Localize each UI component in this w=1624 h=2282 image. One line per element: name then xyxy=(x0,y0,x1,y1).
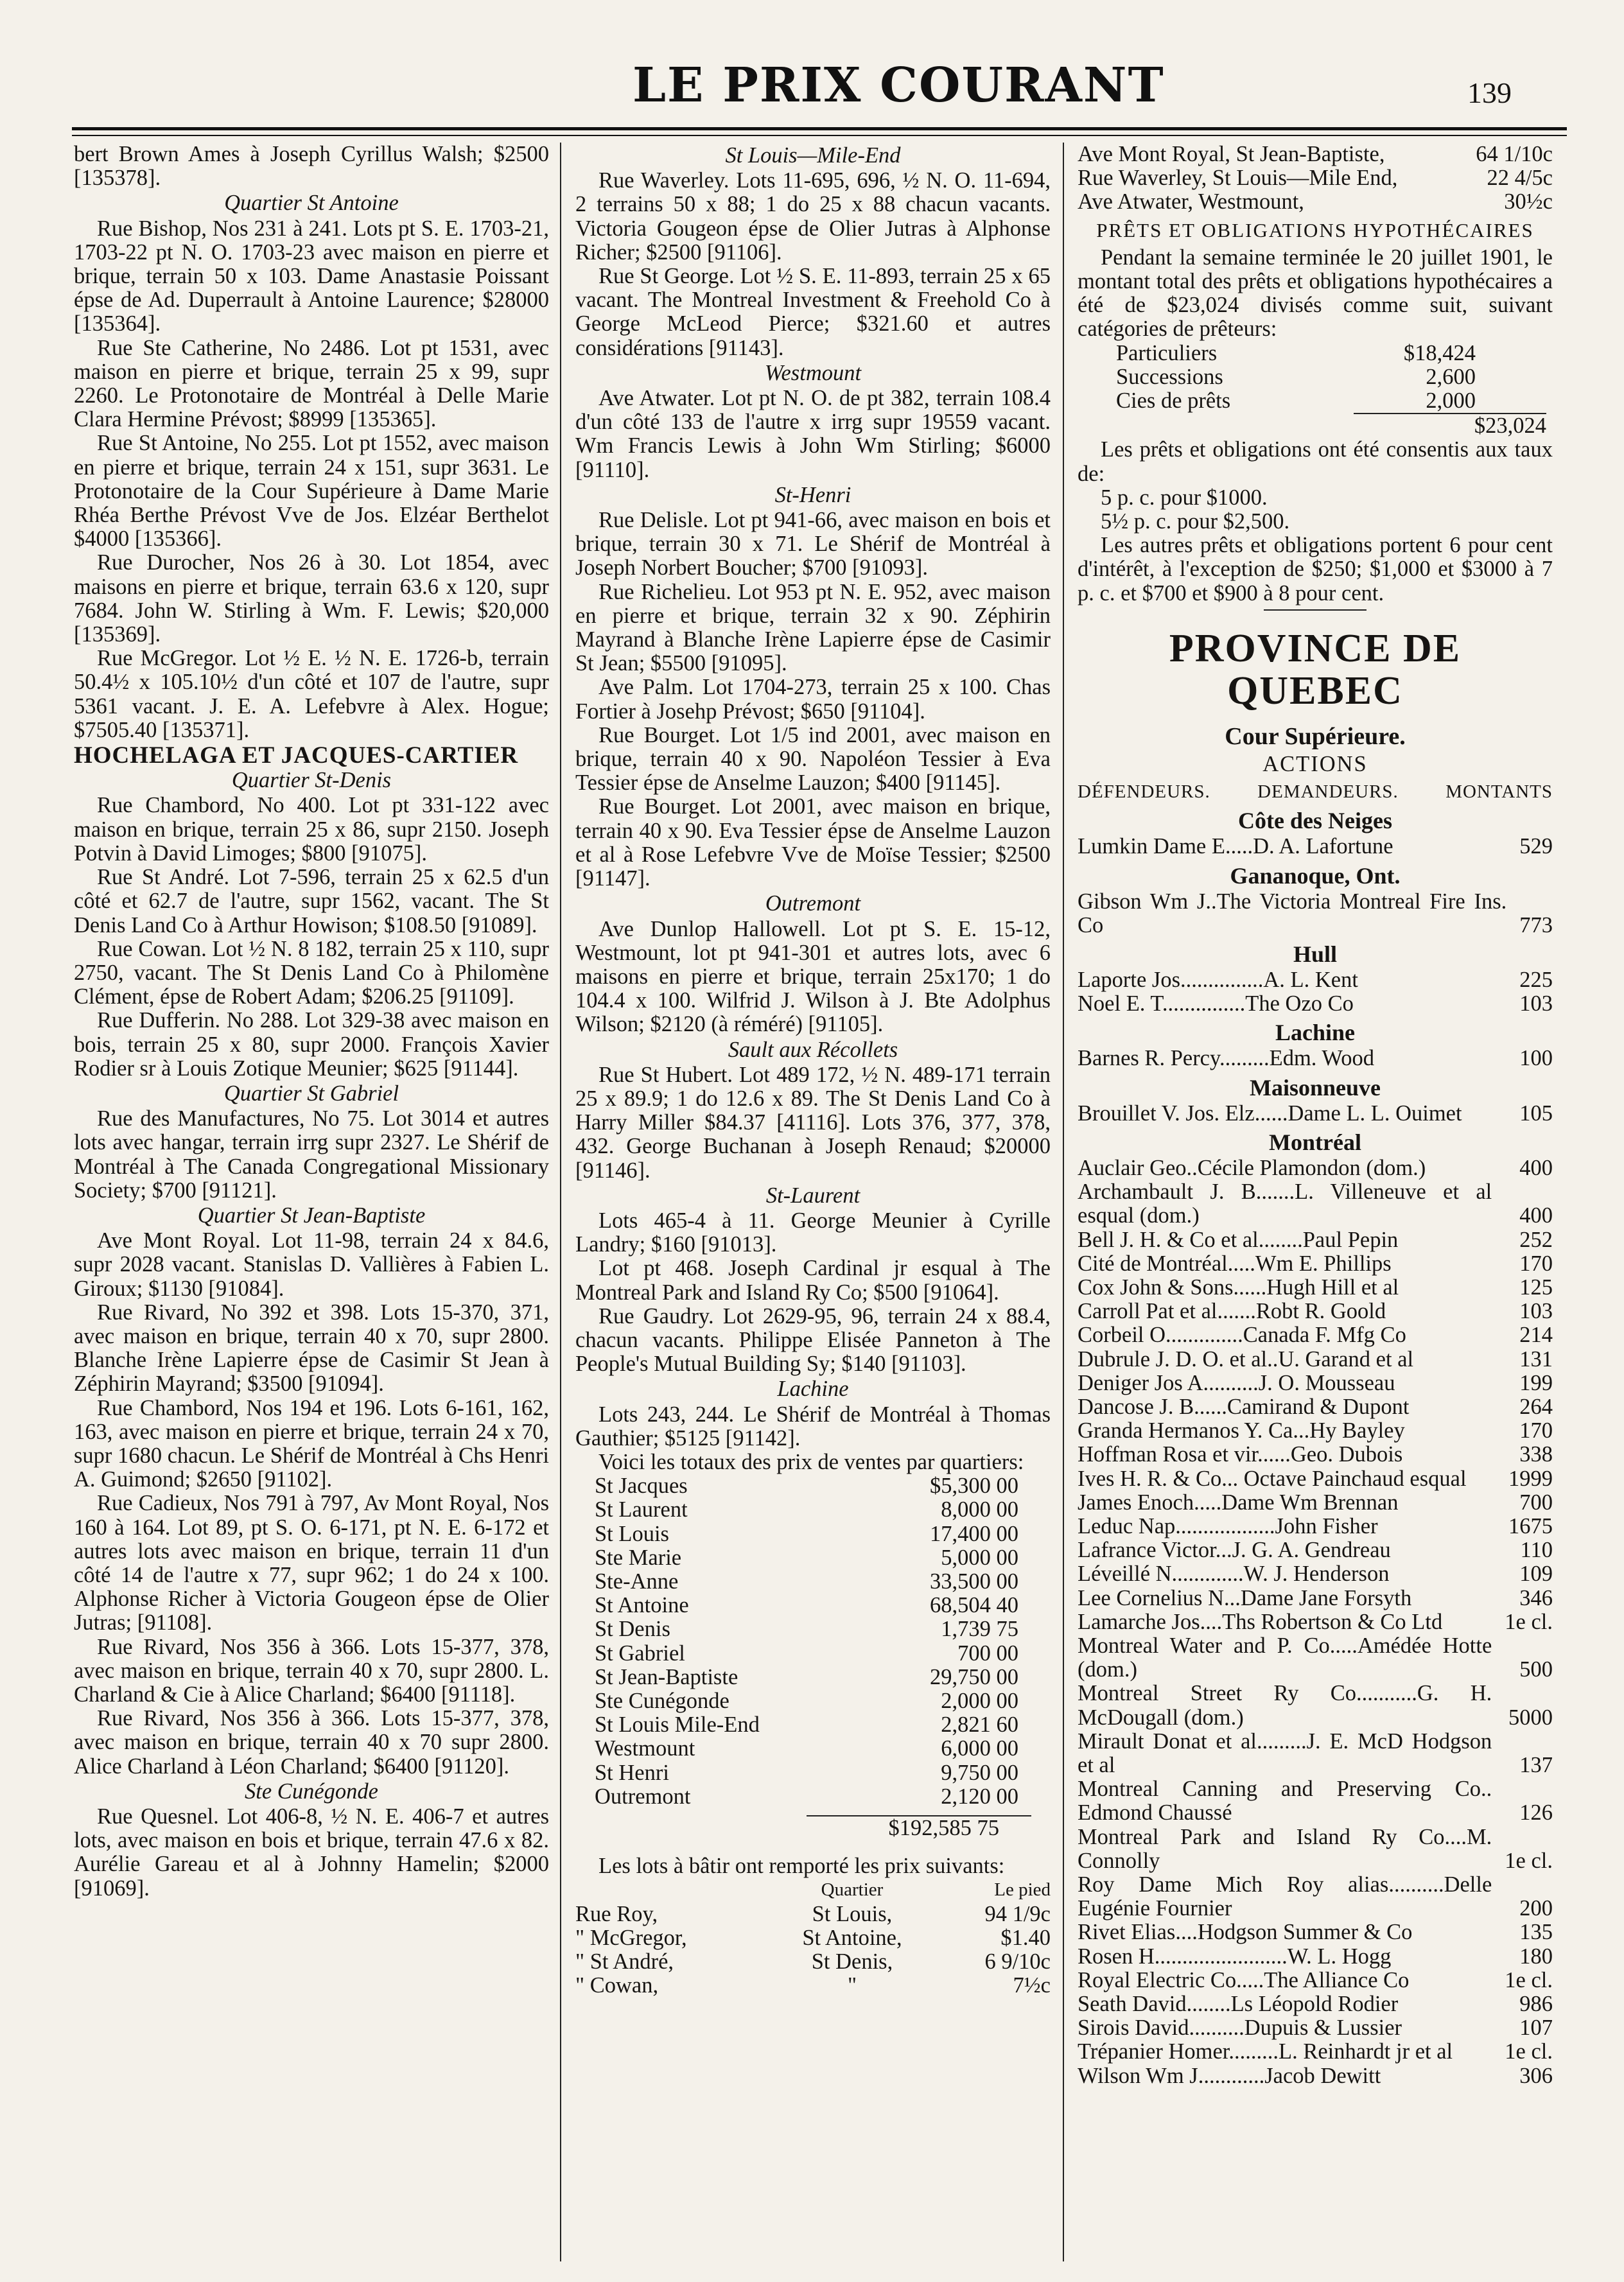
totals-row xyxy=(595,1570,1018,1594)
header-rule xyxy=(72,127,1567,130)
action-parties: Carroll Pat et al.......Robt R. Goold xyxy=(1078,1299,1386,1324)
action-amount: 500 xyxy=(1519,1657,1553,1682)
masthead-logo: LE PRIX COURANT xyxy=(633,58,1165,113)
action-parties: Hoffman Rosa et vir......Geo. Dubois xyxy=(1078,1442,1403,1467)
totals-row xyxy=(595,1761,1018,1785)
action-row xyxy=(1078,1047,1553,1070)
quarter-name: St Louis xyxy=(595,1522,669,1546)
section-heading: St Louis—Mile-End xyxy=(725,143,901,168)
section-heading: St-Laurent xyxy=(765,1183,860,1208)
lender-category: Particuliers xyxy=(1116,341,1218,365)
city-heading: Hull xyxy=(1293,941,1338,968)
action-parties: Brouillet V. Jos. Elz......Dame L. L. Ouimet xyxy=(1078,1101,1462,1126)
price-row-value: 64 1/10c xyxy=(1476,143,1553,166)
loans-total: $23,024 xyxy=(1354,413,1546,438)
actions-table xyxy=(1078,1102,1553,1126)
action-amount: 1e cl. xyxy=(1505,1967,1553,1992)
quarter-total: 8,000 00 xyxy=(941,1497,1018,1522)
section-heading: St-Henri xyxy=(774,482,851,507)
actions-table xyxy=(1078,890,1553,937)
action-parties: Archambault J. B.......L. Villeneuve et al esqual (dom.) xyxy=(1078,1180,1492,1228)
court-heading: Cour Supérieure. xyxy=(1225,722,1406,750)
action-amount: 109 xyxy=(1519,1562,1553,1587)
action-parties: Montreal Park and Island Ry Co....M. Connolly xyxy=(1078,1824,1492,1873)
lot-quartier: St Denis, xyxy=(811,1949,893,1974)
actions-table xyxy=(1078,1047,1553,1070)
totals-row xyxy=(595,1594,1018,1617)
quarter-name: St Louis Mile-End xyxy=(595,1713,760,1738)
action-parties: Deniger Jos A..........J. O. Mousseau xyxy=(1078,1370,1395,1395)
action-row xyxy=(1078,1873,1553,1921)
quarter-name: Ste Cunégonde xyxy=(595,1689,729,1713)
article-paragraph: Rue Quesnel. Lot 406-8, ½ N. E. 406-7 et autres lots, avec maison en bois et brique, terrain 47.6 x 82. Aurélie Gareau et al à Johnny Hamelin; $2000 [91069]. xyxy=(74,1804,549,1901)
rate-line: 5 p. c. pour $1000. xyxy=(1101,485,1268,510)
action-amount: 338 xyxy=(1519,1442,1553,1467)
action-parties: Cox John & Sons......Hugh Hill et al xyxy=(1078,1275,1399,1300)
action-parties: Montreal Water and P. Co.....Amédée Hotte (dom.) xyxy=(1078,1633,1492,1682)
action-parties: Leduc Nap..................John Fisher xyxy=(1078,1513,1378,1538)
action-amount: 252 xyxy=(1519,1227,1553,1252)
rate-line: 5½ p. c. pour $2,500. xyxy=(1101,509,1290,534)
section-heading: Quartier St Antoine xyxy=(224,191,399,216)
totals-row xyxy=(595,1737,1018,1761)
price-row-label: Ave Atwater, Westmount, xyxy=(1078,190,1304,214)
action-row xyxy=(1078,1228,1553,1252)
city-heading: Maisonneuve xyxy=(1249,1074,1381,1101)
action-amount: 105 xyxy=(1519,1101,1553,1126)
action-row xyxy=(1078,1443,1553,1467)
district-heading: HOCHELAGA ET JACQUES-CARTIER xyxy=(74,742,519,769)
totals-row xyxy=(595,1498,1018,1522)
action-amount: 103 xyxy=(1519,1299,1553,1324)
action-row xyxy=(1078,2016,1553,2040)
article-paragraph: Rue St George. Lot ½ S. E. 11-893, terrain 25 x 65 vacant. The Montreal Investment & Freehold Co à George McLeod Pierce; $321.60 et autres considérations [91143]. xyxy=(575,264,1051,360)
action-row xyxy=(1078,835,1553,858)
lots-intro: Les lots à bâtir ont remporté les prix suivants: xyxy=(598,1854,1005,1879)
action-row xyxy=(1078,1562,1553,1586)
quarter-name: Ste Marie xyxy=(595,1546,682,1570)
quarter-name: Outremont xyxy=(595,1784,691,1809)
section-heading: Ste Cunégonde xyxy=(245,1779,378,1804)
action-parties: Lamarche Jos....Ths Robertson & Co Ltd xyxy=(1078,1609,1443,1634)
actions-table xyxy=(1078,968,1553,1016)
lot-price: 7½c xyxy=(1013,1973,1051,1998)
action-amount: 400 xyxy=(1519,1155,1553,1180)
column-1 xyxy=(74,143,549,2269)
totals-table xyxy=(595,1474,1018,1809)
action-parties: Dancose J. B......Camirand & Dupont xyxy=(1078,1394,1410,1419)
article-paragraph: Lots 465-4 à 11. George Meunier à Cyrille Landry; $160 [91013]. xyxy=(575,1208,1051,1257)
action-amount: 346 xyxy=(1519,1585,1553,1610)
quarter-total: 1,739 75 xyxy=(941,1617,1018,1642)
action-row xyxy=(1078,1634,1553,1682)
article-paragraph: Ave Mont Royal. Lot 11-98, terrain 24 x 84.6, supr 2028 vacant. Stanislas D. Vallières à Fabien L. Giroux; $1130 [91084]. xyxy=(74,1228,549,1301)
article-paragraph: Rue Rivard, Nos 356 à 366. Lots 15-377, 378, avec maison en brique, terrain 40 x 70, supr 2800. L. Charland & Cie à Alice Charland; $6400 [91118]. xyxy=(74,1634,549,1707)
quarter-total: 33,500 00 xyxy=(930,1569,1018,1594)
action-row xyxy=(1078,1323,1553,1347)
city-heading: Côte des Neiges xyxy=(1238,808,1392,834)
article-paragraph: Rue St Antoine, No 255. Lot pt 1552, avec maison en pierre et brique, terrain 24 x 151, supr 3631. Le Protonotaire de la Cour Supérieure à Dame Marie Rhéa Berthe Prévost Vve de Jos. Elzéar Berthelot $4000 [135366]. xyxy=(74,431,549,552)
actions-table xyxy=(1078,835,1553,858)
section-heading: PRÊTS ET OBLIGATIONS HYPOTHÉCAIRES xyxy=(1096,218,1534,241)
lots-row xyxy=(575,1974,1051,1998)
action-parties: Rosen H........................W. L. Hogg xyxy=(1078,1944,1392,1969)
action-row xyxy=(1078,1276,1553,1300)
article-paragraph: Rue McGregor. Lot ½ E. ½ N. E. 1726-b, terrain 50.4½ x 105.10½ d'un côté et 107 de l'autre, supr 5361 vacant. J. E. A. Lefebvre à Alex. Hogue; $7505.40 [135371]. xyxy=(74,646,549,742)
action-parties: Auclair Geo..Cécile Plamondon (dom.) xyxy=(1078,1155,1426,1180)
action-parties: Montreal Street Ry Co...........G. H. McDougall (dom.) xyxy=(1078,1681,1492,1730)
lender-amount: 2,600 xyxy=(1426,364,1476,389)
article-paragraph: Les prêts et obligations ont été consentis aux taux de: xyxy=(1078,437,1553,486)
action-row xyxy=(1078,1300,1553,1323)
article-paragraph: Rue Dufferin. No 288. Lot 329-38 avec maison en bois, terrain 25 x 80, supr 2000. François Xavier Rodier sr à Louis Zotique Meunier; $625 [91144]. xyxy=(74,1008,549,1081)
quarter-total: 2,821 60 xyxy=(941,1712,1018,1738)
action-parties: Mirault Donat et al.........J. E. McD Hodgson et al xyxy=(1078,1729,1492,1777)
price-row-label: Ave Mont Royal, St Jean-Baptiste, xyxy=(1078,143,1385,166)
action-amount: 1e cl. xyxy=(1505,1609,1553,1634)
article-paragraph: Rue Delisle. Lot pt 941-66, avec maison en bois et brique, terrain 30 x 71. Le Shérif de Montréal à Joseph Norbert Boucher; $700 [91093]. xyxy=(575,508,1051,580)
quarter-total: 2,120 00 xyxy=(941,1784,1018,1809)
action-parties: Sirois David..........Dupuis & Lussier xyxy=(1078,2016,1402,2041)
action-row xyxy=(1078,1682,1553,1729)
article-paragraph: Rue Rivard, No 392 et 398. Lots 15-370, 371, avec maison en brique, terrain 40 x 70, supr 2800. Blanche Irène Lapierre épse de Casimir St Jean à Zéphirin Mayrand; $3500 [91094]. xyxy=(74,1300,549,1397)
action-amount: 214 xyxy=(1519,1323,1553,1348)
quarter-name: St Henri xyxy=(595,1761,669,1785)
column-divider xyxy=(1063,143,1064,2261)
section-heading: Westmount xyxy=(764,360,862,385)
action-row xyxy=(1078,1825,1553,1873)
quarter-total: $5,300 00 xyxy=(930,1474,1018,1499)
quarter-total: 700 00 xyxy=(957,1641,1018,1666)
article-paragraph: Rue Cowan. Lot ½ N. 8 182, terrain 25 x 110, supr 2750, vacant. The St Denis Land Co à Philomène Clément, épse de Robert Adam; $206.25 [91109]. xyxy=(74,936,549,1009)
article-paragraph: Ave Palm. Lot 1704-273, terrain 25 x 100. Chas Fortier à Josehp Prévost; $650 [91104]. xyxy=(575,675,1051,724)
action-row xyxy=(1078,2040,1553,2064)
action-parties: Corbeil O..............Canada F. Mfg Co xyxy=(1078,1323,1406,1348)
totals-row xyxy=(595,1522,1018,1546)
lots-header-pied: Le pied xyxy=(994,1879,1051,1901)
column-divider xyxy=(560,143,561,2261)
action-parties: Wilson Wm J............Jacob Dewitt xyxy=(1078,2063,1381,2088)
section-heading: Quartier St-Denis xyxy=(231,768,392,793)
header-rule-thin xyxy=(72,135,1567,136)
column-2 xyxy=(575,143,1051,2269)
price-row xyxy=(1078,143,1553,166)
action-row xyxy=(1078,1180,1553,1228)
action-row xyxy=(1078,1102,1553,1126)
quarter-total: 5,000 00 xyxy=(941,1545,1018,1570)
actions-header xyxy=(1078,780,1553,804)
action-amount: 1e cl. xyxy=(1505,2039,1553,2064)
article-paragraph: Rue Richelieu. Lot 953 pt N. E. 952, avec maison en pierre et brique, terrain 32 x 90. Zéphirin Mayrand à Blanche Irène Lapierre épse de Casimir St Jean; $5500 [91095]. xyxy=(575,579,1051,676)
action-row xyxy=(1078,1538,1553,1562)
totals-row xyxy=(595,1546,1018,1570)
article-paragraph: Rue Chambord, No 400. Lot pt 331-122 avec maison en brique, terrain 25 x 86, supr 2150. Joseph Potvin à David Limoges; $800 [91075]. xyxy=(74,793,549,866)
action-row xyxy=(1078,1372,1553,1395)
lender-category: Cies de prêts xyxy=(1116,389,1231,414)
totals-row xyxy=(595,1474,1018,1498)
article-paragraph: Pendant la semaine terminée le 20 juillet 1901, le montant total des prêts et obligations hypothécaires a été de $23,024 divisés comme suit, suivant catégories de prêteurs: xyxy=(1078,245,1553,342)
article-paragraph: Ave Atwater. Lot pt N. O. de pt 382, terrain 108.4 d'un côté 133 de l'autre x irrg supr 19559 vacant. Wm Francis Lewis à John Wm Stirling; $6000 [91110]. xyxy=(575,386,1051,482)
lots-row xyxy=(575,1903,1051,1926)
actions-table xyxy=(1078,1156,1553,2088)
city-heading: Lachine xyxy=(1275,1020,1355,1046)
totals-row xyxy=(595,1617,1018,1641)
action-row xyxy=(1078,1992,1553,2016)
action-amount: 1675 xyxy=(1508,1513,1553,1538)
action-parties: Lafrance Victor...J. G. A. Gendreau xyxy=(1078,1538,1391,1563)
action-row xyxy=(1078,1395,1553,1419)
action-amount: 107 xyxy=(1519,2016,1553,2041)
section-heading: Sault aux Récollets xyxy=(728,1037,898,1062)
action-amount: 306 xyxy=(1519,2063,1553,2088)
action-row xyxy=(1078,1945,1553,1969)
action-amount: 773 xyxy=(1519,912,1553,937)
action-parties: Laporte Jos...............A. L. Kent xyxy=(1078,968,1358,993)
action-row xyxy=(1078,1156,1553,1180)
quarter-name: St Denis xyxy=(595,1617,670,1642)
action-row xyxy=(1078,1467,1553,1491)
quarter-name: St Jean-Baptiste xyxy=(595,1665,738,1689)
action-parties: Cité de Montréal.....Wm E. Phillips xyxy=(1078,1251,1392,1276)
action-parties: Royal Electric Co.....The Alliance Co xyxy=(1078,1967,1410,1992)
totals-row xyxy=(595,1666,1018,1689)
action-parties: Roy Dame Mich Roy alias..........Delle Eugénie Fournier xyxy=(1078,1872,1492,1921)
action-row xyxy=(1078,1730,1553,1777)
action-amount: 180 xyxy=(1519,1944,1553,1969)
quarter-name: St Jacques xyxy=(595,1474,688,1499)
action-amount: 137 xyxy=(1519,1752,1553,1777)
article-paragraph: Rue Bourget. Lot 1/5 ind 2001, avec maison en brique, terrain 40 x 90. Napoléon Tessier à Eva Tessier épse de Anselme Lauzon; $400 [91145]. xyxy=(575,722,1051,796)
article-paragraph: Rue des Manufactures, No 75. Lot 3014 et autres lots avec hangar, terrain irrg supr 2327. Le Shérif de Montréal à The Canada Congregational Missionary Society; $700 [91121]. xyxy=(74,1106,549,1203)
section-heading: Outremont xyxy=(765,891,861,916)
action-amount: 131 xyxy=(1519,1346,1553,1372)
action-row xyxy=(1078,1252,1553,1276)
action-parties: Seath David........Ls Léopold Rodier xyxy=(1078,1992,1399,2016)
action-parties: Léveillé N.............W. J. Henderson xyxy=(1078,1562,1390,1587)
action-amount: 100 xyxy=(1519,1046,1553,1071)
article-paragraph: Ave Dunlop Hallowell. Lot pt S. E. 15-12, Westmount, lot pt 941-301 et autres lots, avec 6 maisons en pierre et brique, terrain 25x170; 1 do 104.4 x 100. Wilfrid J. Wilson à J. Bte Adolphus Wilson; $2120 (à réméré) [91105]. xyxy=(575,916,1051,1037)
lot-street: Rue Roy, xyxy=(575,1901,658,1926)
article-paragraph: bert Brown Ames à Joseph Cyrillus Walsh; $2500 [135378]. xyxy=(74,143,549,191)
article-paragraph: Rue Cadieux, Nos 791 à 797, Av Mont Royal, Nos 160 à 164. Lot 89, pt S. O. 6-171, pt N. E. 6-172 et autres lots avec maison en brique, terrain 11 d'un côté 14 de l'autre x 77, supr 962; 1 do 24 x 100. Alphonse Richer à Victoria Gougeon épse de Olier Jutras; [91108]. xyxy=(74,1491,549,1635)
article-paragraph: Rue Bourget. Lot 2001, avec maison en brique, terrain 40 x 90. Eva Tessier épse de Anselme Lauzon et al à Rose Lefebvre Vve de Moïse Tessier; $2500 [91147]. xyxy=(575,794,1051,891)
action-row xyxy=(1078,1587,1553,1610)
lender-amount: $18,424 xyxy=(1403,340,1476,365)
action-amount: 5000 xyxy=(1508,1705,1553,1730)
action-parties: Montreal Canning and Preserving Co.. Edmond Chaussé xyxy=(1078,1777,1492,1825)
price-row-label: Rue Waverley, St Louis—Mile End, xyxy=(1078,166,1398,191)
action-parties: Lee Cornelius N...Dame Jane Forsyth xyxy=(1078,1585,1412,1610)
action-amount: 125 xyxy=(1519,1275,1553,1300)
action-row xyxy=(1078,1419,1553,1443)
ornament-rule xyxy=(1264,609,1366,611)
action-parties: Ives H. R. & Co... Octave Painchaud esqual xyxy=(1078,1466,1467,1491)
article-paragraph: Rue Bishop, Nos 231 à 241. Lots pt S. E. 1703-21, 1703-22 pt N. O. 1703-23 avec maison en pierre et brique, terrain 50 x 103. Dame Anastasie Poissant épse de Ad. Duperrault à Antoine Laurence; $28000 [135364]. xyxy=(74,216,549,336)
article-paragraph: Rue St Hubert. Lot 489 172, ½ N. 489-171 terrain 25 x 89.9; 1 do 12.6 x 89. The St Denis Land Co à Harry Miller $84.37 [41116]. Lots 376, 377, 378, 432. George Buchanan à Joseph Renaud; $20000 [91146]. xyxy=(575,1062,1051,1183)
price-row xyxy=(1078,190,1553,214)
article-paragraph: Lot pt 468. Joseph Cardinal jr esqual à The Montreal Park and Island Ry Co; $500 [91064]. xyxy=(575,1256,1051,1305)
article-paragraph: Les autres prêts et obligations portent 6 pour cent d'intérêt, à l'exception de $250; $1,000 et $3000 à 7 p. c. et $700 et $900 à 8 pour cent. xyxy=(1078,533,1553,605)
action-amount: 110 xyxy=(1520,1538,1553,1563)
quarter-name: Westmount xyxy=(595,1737,695,1761)
section-heading: Quartier St Gabriel xyxy=(223,1081,399,1106)
lots-table xyxy=(575,1878,1051,1998)
action-amount: 400 xyxy=(1519,1203,1553,1228)
city-heading: Gananoque, Ont. xyxy=(1230,862,1401,889)
quarter-total: 6,000 00 xyxy=(941,1736,1018,1761)
section-heading: Lachine xyxy=(777,1377,849,1402)
action-row xyxy=(1078,1515,1553,1538)
lots-row xyxy=(575,1926,1051,1950)
action-parties: Trépanier Homer.........L. Reinhardt jr et al xyxy=(1078,2039,1453,2064)
lot-quartier: St Louis, xyxy=(812,1901,893,1926)
masthead xyxy=(0,58,1624,128)
lot-street: " McGregor, xyxy=(575,1925,687,1950)
amounts-header: MONTANTS xyxy=(1445,781,1553,803)
article-paragraph: Voici les totaux des prix de ventes par quartiers: xyxy=(598,1449,1024,1474)
action-amount: 700 xyxy=(1519,1490,1553,1515)
action-amount: 200 xyxy=(1519,1896,1553,1921)
article-paragraph: Rue Waverley. Lots 11-695, 696, ½ N. O. 11-694, 2 terrains 50 x 88; 1 do 25 x 88 chacun vacants. Victoria Gougeon épse de Olier Jutras à Alphonse Richer; $2500 [91106]. xyxy=(575,168,1051,265)
section-heading: Quartier St Jean-Baptiste xyxy=(197,1203,426,1228)
action-amount: 170 xyxy=(1519,1251,1553,1276)
action-amount: 170 xyxy=(1519,1418,1553,1443)
article-paragraph: Lots 243, 244. Le Shérif de Montréal à Thomas Gauthier; $5125 [91142]. xyxy=(575,1402,1051,1450)
action-row xyxy=(1078,1777,1553,1825)
lot-price: 6 9/10c xyxy=(984,1949,1051,1974)
quarter-name: Ste-Anne xyxy=(595,1569,679,1594)
action-amount: 529 xyxy=(1519,834,1553,859)
loans-row xyxy=(1116,389,1476,413)
action-amount: 126 xyxy=(1519,1800,1553,1825)
defendants-header: DÉFENDEURS. xyxy=(1078,781,1210,803)
action-row xyxy=(1078,1969,1553,1992)
lot-price: $1.40 xyxy=(1000,1925,1051,1950)
action-row xyxy=(1078,1610,1553,1634)
lender-amount: 2,000 xyxy=(1426,388,1476,414)
loans-table xyxy=(1116,342,1476,414)
action-parties: Granda Hermanos Y. Ca...Hy Bayley xyxy=(1078,1418,1405,1443)
action-amount: 135 xyxy=(1519,1920,1553,1945)
article-paragraph: Rue Durocher, Nos 26 à 30. Lot 1854, avec maisons en pierre et brique, terrain 63.6 x 120, supr 7684. John W. Stirling à Wm. F. Lewis; $20,000 [135369]. xyxy=(74,550,549,647)
quarter-name: St Gabriel xyxy=(595,1641,685,1666)
lot-quartier: " xyxy=(847,1973,857,1998)
province-heading: PROVINCE DE QUEBEC xyxy=(1169,626,1462,713)
action-amount: 264 xyxy=(1519,1394,1553,1419)
plaintiffs-header: DEMANDEURS. xyxy=(1257,781,1399,803)
grand-total: $192,585 75 xyxy=(807,1815,1031,1840)
article-paragraph: Rue Gaudry. Lot 2629-95, 96, terrain 24 x 88.4, chacun vacants. Philippe Elisée Panneton à The People's Mutual Building Sy; $140 [91103]. xyxy=(575,1303,1051,1377)
totals-row xyxy=(595,1642,1018,1666)
quarter-total: 9,750 00 xyxy=(941,1760,1018,1785)
action-amount: 1999 xyxy=(1508,1466,1553,1491)
quarter-total: 17,400 00 xyxy=(930,1521,1018,1546)
action-row xyxy=(1078,1491,1553,1515)
totals-row xyxy=(595,1689,1018,1713)
action-row xyxy=(1078,2064,1553,2088)
article-paragraph: Rue Rivard, Nos 356 à 366. Lots 15-377, 378, avec maison en brique, terrain 40 x 70 supr 2800. Alice Charland à Léon Charland; $6400 [91120]. xyxy=(74,1706,549,1779)
action-parties: Rivet Elias....Hodgson Summer & Co xyxy=(1078,1920,1413,1945)
action-parties: James Enoch.....Dame Wm Brennan xyxy=(1078,1490,1399,1515)
action-amount: 103 xyxy=(1519,991,1553,1016)
totals-row xyxy=(595,1713,1018,1737)
actions-heading: ACTIONS xyxy=(1262,752,1368,777)
price-row-value: 30½c xyxy=(1504,189,1553,214)
action-amount: 199 xyxy=(1519,1370,1553,1395)
lot-price: 94 1/9c xyxy=(984,1901,1051,1926)
lot-quartier: St Antoine, xyxy=(802,1925,902,1950)
action-amount: 225 xyxy=(1519,968,1553,993)
article-paragraph: Rue St André. Lot 7-596, terrain 25 x 62.5 d'un côté et 62.7 de l'autre, supr 1562, vacant. The St Denis Land Co à Arthur Howison; $108.50 [91089]. xyxy=(74,865,549,937)
action-parties: Lumkin Dame E.....D. A. Lafortune xyxy=(1078,834,1393,859)
price-row xyxy=(1078,166,1553,190)
quarter-total: 68,504 40 xyxy=(930,1593,1018,1618)
action-parties: Noel E. T...............The Ozo Co xyxy=(1078,991,1354,1016)
action-row xyxy=(1078,968,1553,992)
totals-row xyxy=(595,1785,1018,1809)
lender-category: Successions xyxy=(1116,365,1223,389)
action-parties: Gibson Wm J..The Victoria Montreal Fire Ins. Co xyxy=(1078,889,1507,937)
article-paragraph: Rue Ste Catherine, No 2486. Lot pt 1531, avec maison en pierre et brique, terrain 25 x 99, supr 2260. Le Protonotaire de Montréal à Delle Marie Clara Hermine Prévost; $8999 [135365]. xyxy=(74,335,549,432)
lots-row xyxy=(575,1950,1051,1974)
quarter-name: St Antoine xyxy=(595,1594,689,1618)
action-amount: 986 xyxy=(1519,1992,1553,2016)
lots-header-quartier: Quartier xyxy=(821,1879,884,1901)
lot-street: " Cowan, xyxy=(575,1973,659,1998)
action-parties: Dubrule J. D. O. et al..U. Garand et al xyxy=(1078,1346,1414,1372)
quarter-name: St Laurent xyxy=(595,1498,688,1522)
page-number: 139 xyxy=(1467,76,1512,109)
action-amount: 1e cl. xyxy=(1505,1848,1553,1873)
loans-row xyxy=(1116,342,1476,365)
city-heading: Montréal xyxy=(1269,1129,1361,1155)
action-row xyxy=(1078,992,1553,1016)
loans-row xyxy=(1116,365,1476,389)
action-parties: Barnes R. Percy.........Edm. Wood xyxy=(1078,1046,1374,1071)
action-row xyxy=(1078,890,1553,937)
action-parties: Bell J. H. & Co et al........Paul Pepin xyxy=(1078,1227,1399,1252)
column-3 xyxy=(1078,143,1553,2269)
price-row-value: 22 4/5c xyxy=(1487,166,1553,191)
lot-street: " St André, xyxy=(575,1949,674,1974)
lots-header-blank xyxy=(575,1878,767,1902)
quarter-total: 29,750 00 xyxy=(930,1664,1018,1689)
article-paragraph: Rue Chambord, Nos 194 et 196. Lots 6-161, 162, 163, avec maison en pierre et brique, terrain 24 x 70, supr 1680 chacun. Le Shérif de Montréal à Chs Henri A. Guimond; $2650 [91102]. xyxy=(74,1395,549,1492)
action-row xyxy=(1078,1348,1553,1372)
action-row xyxy=(1078,1921,1553,1944)
quarter-total: 2,000 00 xyxy=(941,1689,1018,1713)
